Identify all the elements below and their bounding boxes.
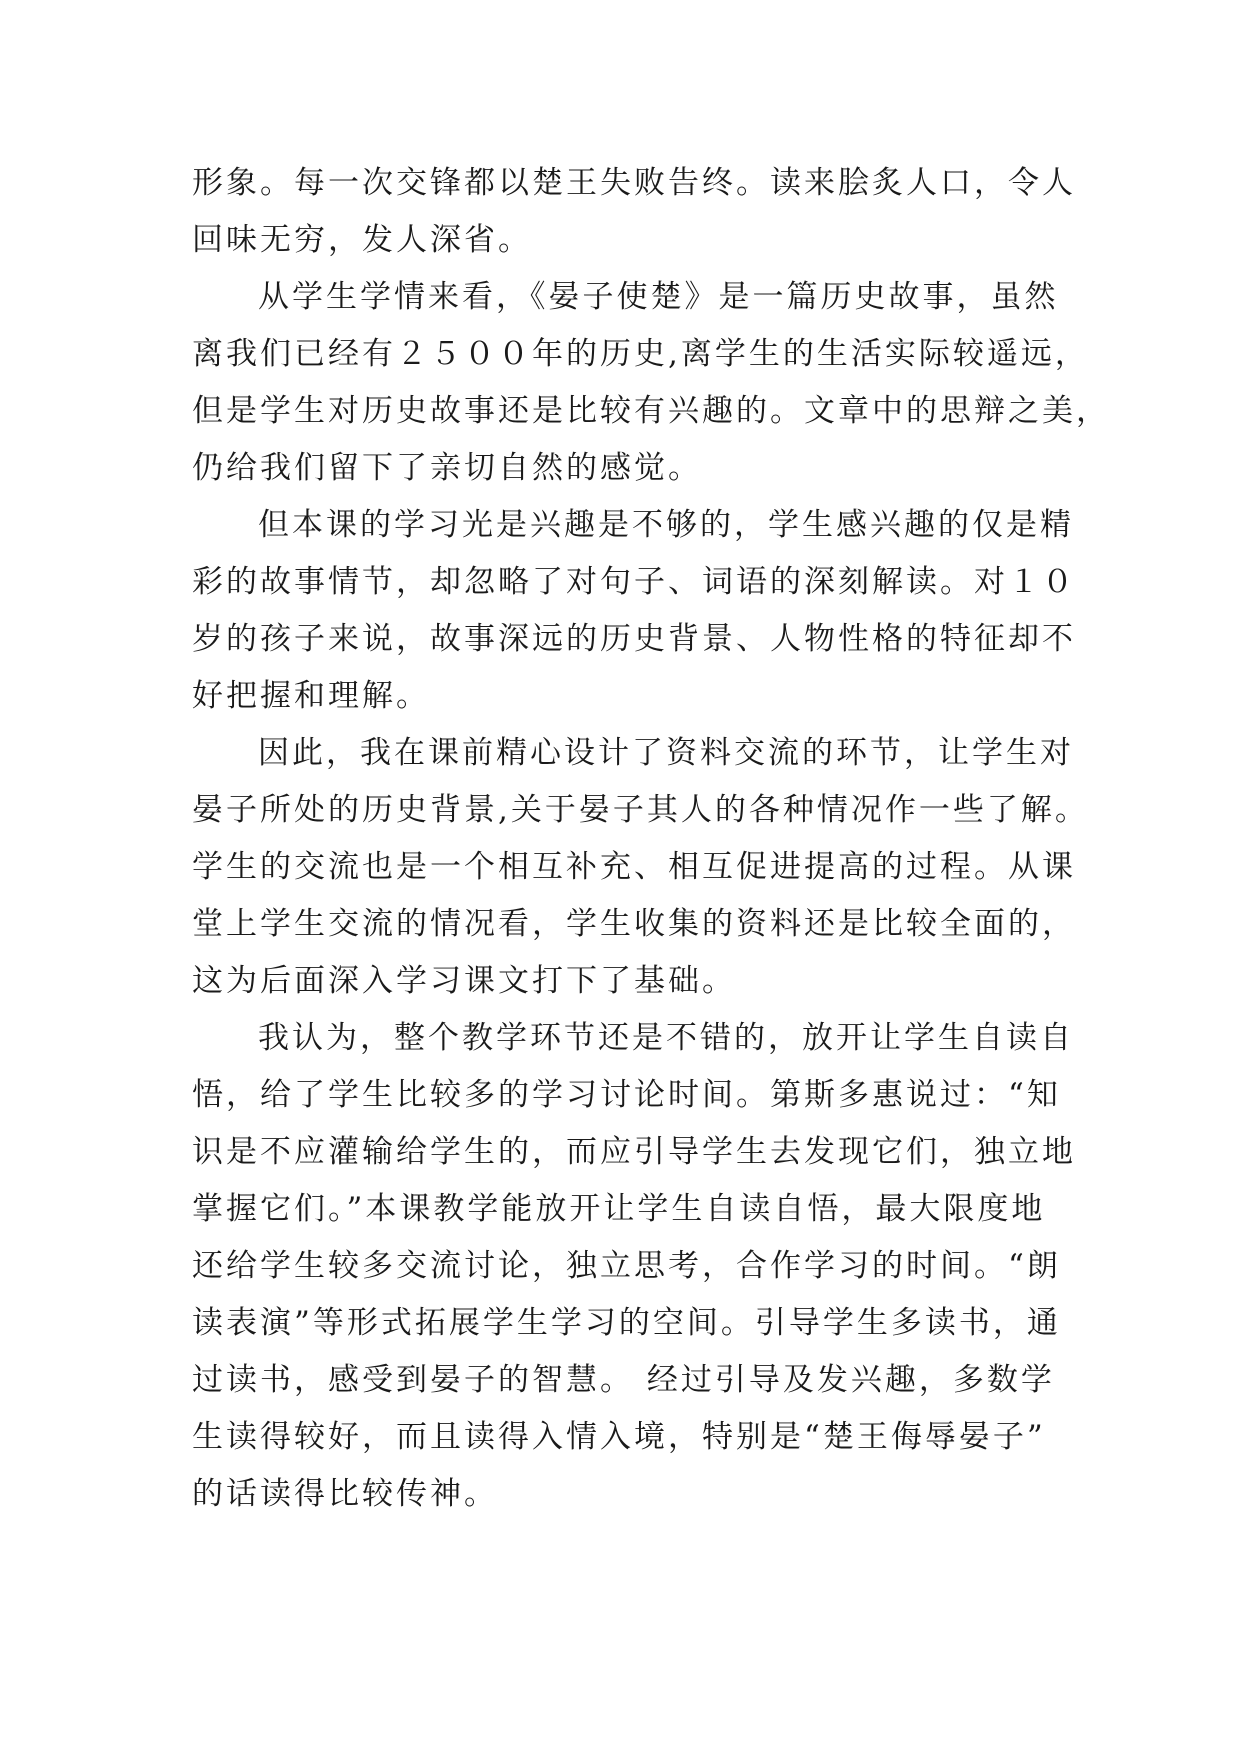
text-line: 仍给我们留下了亲切自然的感觉。 (192, 450, 702, 486)
text-line: 这为后面深入学习课文打下了基础。 (192, 963, 736, 999)
paragraph-3 (192, 497, 1076, 725)
text-line: 从学生学情来看，《晏子使楚》是一篇历史故事，虽然 (258, 279, 1059, 315)
text-line: 离我们已经有２５００年的历史,离学生的生活实际较遥远， (192, 336, 1089, 372)
paragraph-2 (192, 269, 1110, 497)
text-line: 但本课的学习光是兴趣是不够的，学生感兴趣的仅是精 (258, 507, 1074, 543)
paragraph-1 (192, 155, 1076, 269)
paragraph-4 (192, 725, 1089, 1010)
text-line: 形象。每一次交锋都以楚王失败告终。读来脍炙人口，令人 (192, 165, 1076, 201)
text-line: 回味无穷，发人深省。 (192, 222, 532, 258)
text-line: 过读书，感受到晏子的智慧。 经过引导及发兴趣，多数学 (192, 1362, 1055, 1398)
text-line: 的话读得比较传神。 (192, 1476, 498, 1512)
text-line: 识是不应灌输给学生的，而应引导学生去发现它们，独立地 (192, 1134, 1076, 1170)
text-line: 岁的孩子来说，故事深远的历史背景、人物性格的特征却不 (192, 621, 1076, 657)
text-line: 堂上学生交流的情况看，学生收集的资料还是比较全面的， (192, 906, 1076, 942)
text-line: 生读得较好，而且读得入情入境，特别是“楚王侮辱晏子” (192, 1419, 1046, 1455)
text-line: 悟，给了学生比较多的学习讨论时间。第斯多惠说过：“知 (192, 1077, 1061, 1113)
text-line: 还给学生较多交流讨论，独立思考，合作学习的时间。“朗 (192, 1248, 1061, 1284)
document-body (192, 155, 1110, 1523)
text-line: 因此，我在课前精心设计了资料交流的环节，让学生对 (258, 735, 1074, 771)
text-line: 晏子所处的历史背景,关于晏子其人的各种情况作一些了解。 (192, 792, 1089, 828)
text-line: 但是学生对历史故事还是比较有兴趣的。文章中的思辩之美， (192, 393, 1110, 429)
text-line: 掌握它们。”本课教学能放开让学生自读自悟，最大限度地 (192, 1191, 1046, 1227)
paragraph-5 (192, 1010, 1076, 1523)
text-line: 读表演”等形式拓展学生学习的空间。引导学生多读书，通 (192, 1305, 1061, 1341)
text-line: 好把握和理解。 (192, 678, 430, 714)
text-line: 我认为，整个教学环节还是不错的，放开让学生自读自 (258, 1020, 1074, 1056)
text-line: 学生的交流也是一个相互补充、相互促进提高的过程。从课 (192, 849, 1076, 885)
text-line: 彩的故事情节，却忽略了对句子、词语的深刻解读。对１０ (192, 564, 1076, 600)
